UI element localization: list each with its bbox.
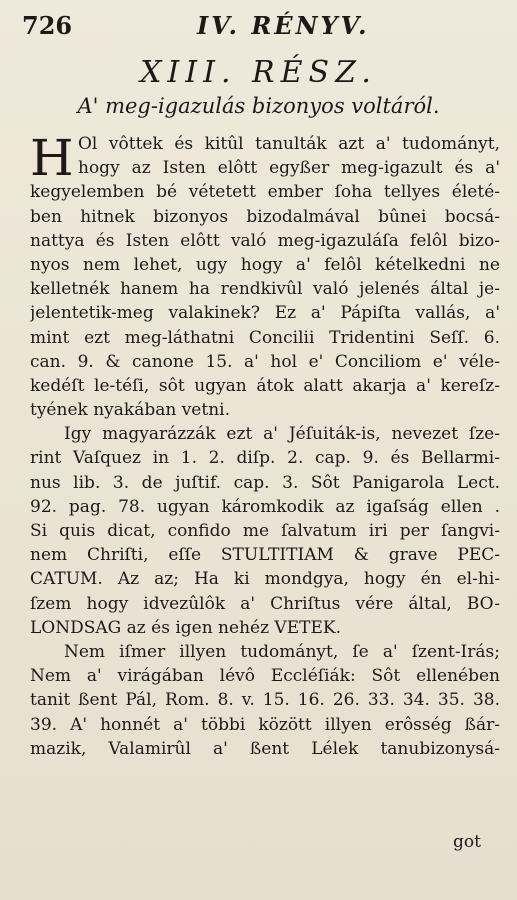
- text-line: nus lib. 3. de juſtif. cap. 3. Sôt Panigarola Lect.: [30, 472, 500, 493]
- text-line: tyének nyakában vetni.: [30, 400, 230, 421]
- text-line: tanit ßent Pál, Rom. 8. v. 15. 16. 26. 33. 34. 35. 38.: [30, 690, 500, 711]
- chapter-title: XIII. RÉSZ.: [140, 55, 377, 90]
- text-line: hogy az Isten elôtt egyßer meg-igazult és a': [78, 158, 500, 179]
- text-line: Si quis dicat, confido me ſalvatum iri per ſangvi-: [30, 521, 500, 541]
- drop-cap: H: [30, 129, 74, 187]
- text-line: Nem a' virágában lévô Eccléſiák: Sôt ellenében: [30, 666, 500, 687]
- text-line: 92. pag. 78. ugyan káromkodik az igaſság ellen .: [30, 496, 500, 517]
- text-line: kelletnék hanem ha rendkivûl való jelenés által je-: [30, 279, 500, 300]
- text-line: kedéſt le-téſi, sôt ugyan átok alatt akarja a' kereſz-: [30, 375, 500, 396]
- page-header: [22, 12, 487, 40]
- page-number: 726: [22, 11, 73, 40]
- text-line: mint ezt meg-láthatni Concilii Tridentini Seſſ. 6.: [30, 327, 500, 348]
- text-line: LONDSAG az és igen nehéz VETEK.: [30, 617, 341, 638]
- text-line: CATUM. Az az; Ha ki mondgya, hogy én el-hi-: [30, 569, 500, 590]
- text-line: Ol vôttek és kitûl tanulták azt a' tudományt,: [78, 134, 500, 154]
- text-line: 39. A' honnét a' többi között illyen erôsség ßár-: [30, 714, 500, 735]
- text-line: ben hitnek bizonyos bizodalmával bûnei bocsá-: [30, 206, 500, 227]
- text-line: jelentetik-meg valakinek? Ez a' Pápiſta vallás, a': [30, 303, 500, 324]
- text-line: Nem iſmer illyen tudományt, ſe a' ſzent-Irás;: [64, 641, 500, 662]
- text-line: kegyelemben bé vétetett ember ſoha tellyes életé-: [30, 182, 500, 203]
- text-line: rint Vaſquez in 1. 2. diſp. 2. cap. 9. és Bellarmi-: [30, 448, 500, 469]
- catchword: got: [453, 832, 481, 852]
- text-line: nyos nem lehet, ugy hogy a' felôl kételkedni ne: [30, 254, 500, 275]
- chapter-subtitle: A' meg-igazulás bizonyos voltáról.: [77, 94, 440, 118]
- running-head: IV. RÉNYV.: [197, 11, 370, 40]
- text-line: ſzem hogy idvezûlôk a' Chriſtus vére által, BO-: [30, 593, 500, 614]
- text-line: Igy magyarázzák ezt a' Jéſuiták-is, nevezet ſze-: [64, 424, 500, 445]
- text-line: nattya és Isten elôtt való meg-igazuláſa felôl bizo-: [30, 230, 500, 251]
- text-line: mazik, Valamirûl a' ßent Lélek tanubizonysá-: [30, 738, 500, 759]
- text-line: nem Chriſti, eſſe STULTITIAM & grave PEC-: [30, 545, 500, 566]
- body-text: [30, 129, 500, 761]
- text-line: can. 9. & canone 15. a' hol e' Conciliom e' véle-: [30, 351, 500, 372]
